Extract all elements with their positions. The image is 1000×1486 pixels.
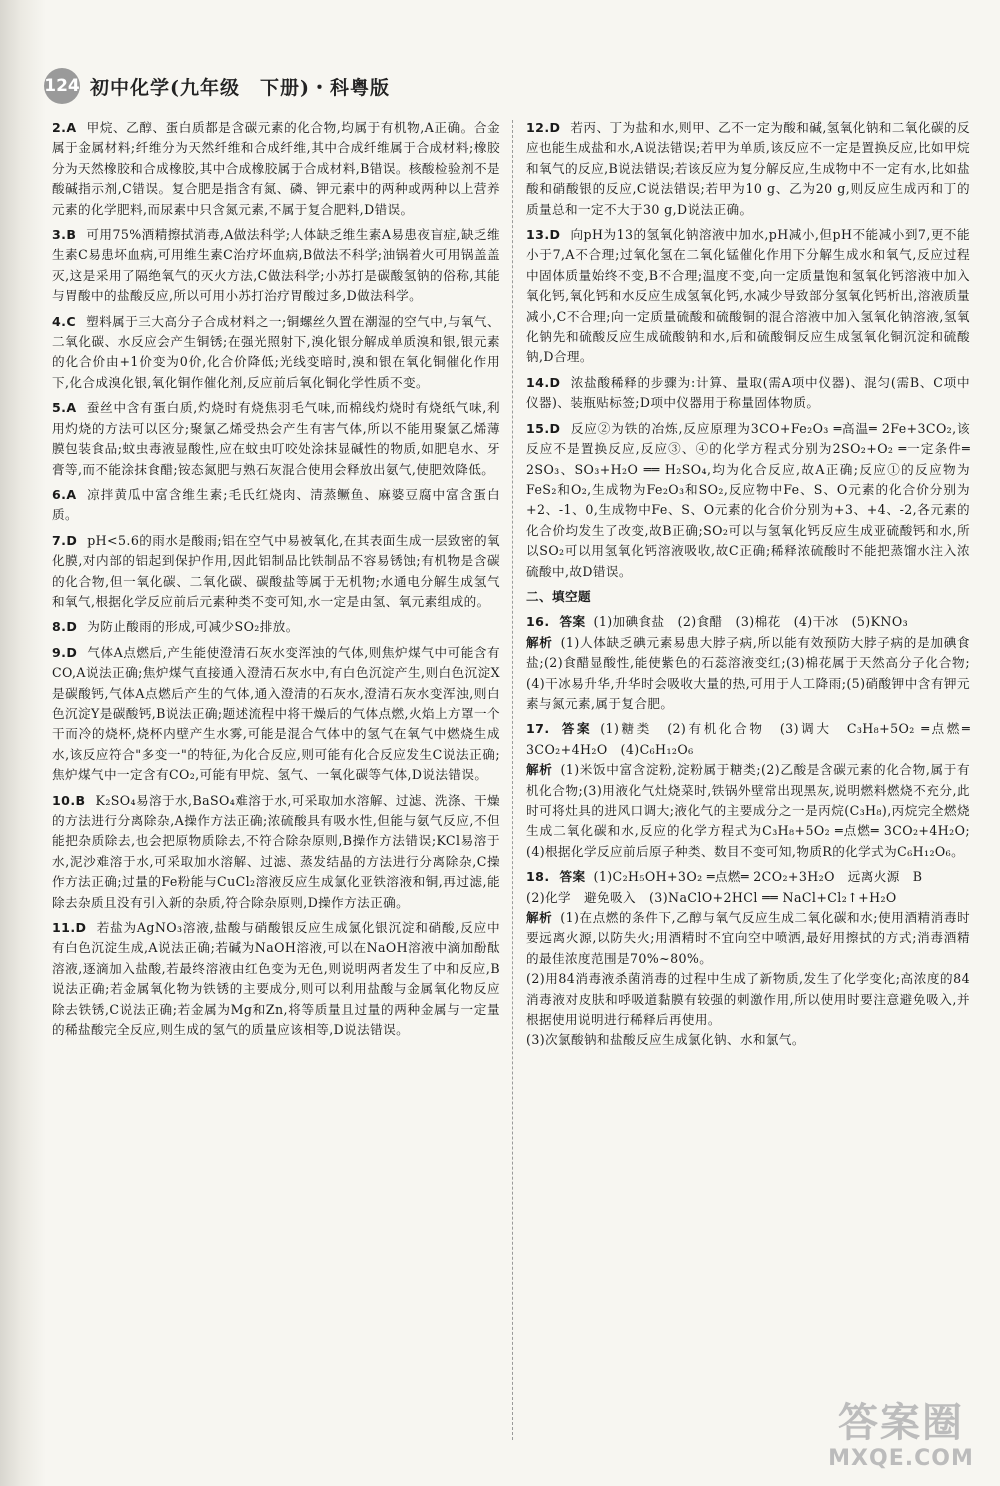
item-number: 12.D [526, 120, 561, 135]
answer-item-4 [52, 312, 500, 394]
book-title: 初中化学(九年级 下册)・科粤版 [90, 76, 390, 99]
answer-line [526, 719, 970, 760]
analysis-line-2: (2)用84消毒液杀菌消毒的过程中生成了新物质,发生了化学变化;高浓度的84消毒液对皮肤和呼吸道黏膜有较强的刺激作用,所以使用时要注意避免吸入,并根据使用说明进行稀释后再使用。 [526, 971, 970, 1028]
analysis-line [526, 633, 970, 715]
answer-item-5 [52, 398, 500, 480]
answer-item-17 [526, 719, 970, 862]
book-spine-shadow [0, 0, 46, 1486]
answer-text: (1)加碘食盐 (2)食醋 (3)棉花 (4)干冰 (5)KNO₃ [593, 614, 909, 630]
item-number: 14.D [526, 374, 561, 390]
item-text: 蚕丝中含有蛋白质,灼烧时有烧焦羽毛气味,而棉线灼烧时有烧纸气味,利用灼烧的方法可以区分;聚氯乙烯受热会产生有害气体,所以不能用聚氯乙烯薄膜包装食品;蚊虫毒液显酸性,应在蚊虫叮咬处涂抹显碱性的物质,如肥皂水、牙膏等,而不能涂抹食醋;铵态氮肥与熟石灰混合使用会释放出氨气,使肥效降低。 [52, 400, 500, 477]
item-text: K₂SO₄易溶于水,BaSO₄难溶于水,可采取加水溶解、过滤、洗涤、干燥的方法进行分离除杂,A操作方法正确;浓硫酸具有吸水性,但能与氨气反应,不但能把杂质除去,也会把原物质除去,不符合除杂原则,B操作方法错误;KCl易溶于水,泥沙难溶于水,可采取加水溶解、过滤、蒸发结晶的方法进行分离除杂,C操作方法正确;过量的Fe粉能与CuCl₂溶液反应生成氯化亚铁溶液和铜,再过滤,能除去杂质且没有引入新的杂质,符合除杂原则,D操作方法正确。 [52, 792, 500, 910]
answer-text: (1)糖类 (2)有机化合物 (3)调大 C₃H₈+5O₂ ═点燃═ 3CO₂+4H₂O (4)C₆H₁₂O₆ [526, 721, 970, 757]
item-number: 6.A [52, 486, 77, 502]
right-column [526, 118, 970, 1418]
item-number: 10.B [52, 792, 86, 808]
item-text: 可用75%酒精擦拭消毒,A做法科学;人体缺乏维生素A易患夜盲症,缺乏维生素C易患坏血病,可用维生素C治疗坏血病,B做法不科学;油锅着火可用锅盖盖灭,这是采用了隔绝氧气的灭火方法,C做法科学;小苏打是碳酸氢钠的俗称,其能与胃酸中的盐酸反应,所以可用小苏打治疗胃酸过多,D做法科学。 [52, 227, 500, 304]
answer-item-2 [52, 118, 500, 220]
answer-line [526, 612, 970, 632]
analysis-text: (1)米饭中富含淀粉,淀粉属于糖类;(2)乙酸是含碳元素的化合物,属于有机化合物;(3)用液化气灶烧菜时,铁锅外壁常出现黑灰,说明燃料燃烧不充分,此时可将灶具的进风口调大;液化气的主要成分之一是丙烷(C₃H₈),丙烷完全燃烧生成二氧化碳和水,反应的化学方程式为C₃H₈+5O₂ ═点燃═ 3CO₂+4H₂O;(4)根据化学反应前后原子种类、数目不变可知,物质R的化学式为C₆H₁₂O₆。 [526, 762, 970, 859]
item-number: 17. [526, 721, 550, 737]
answer-item-16 [526, 612, 970, 714]
watermark-text: 答案圈 [838, 1400, 964, 1446]
answer-line [526, 867, 970, 887]
item-text: 为防止酸雨的形成,可减少SO₂排放。 [87, 619, 299, 635]
answer-item-6 [52, 485, 500, 526]
page-number-badge: 124 [44, 68, 80, 104]
item-text: 气体A点燃后,产生能使澄清石灰水变浑浊的气体,则焦炉煤气中可能含有CO,A说法正确;焦炉煤气直接通入澄清石灰水中,有白色沉淀产生,则白色沉淀X是碳酸钙,气体A点燃后产生的气体,通入澄清的石灰水,澄清石灰水变浑浊,则白色沉淀Y是碳酸钙,B说法正确;题述流程中将干燥后的气体点燃,火焰上方罩一个干而冷的烧杯,烧杯内壁产生水雾,可能是混合气体中的氢气在氧气中燃烧生成水,该反应符合"多变一"的特征,为化合反应,则可能有化合反应发生C说法正确;焦炉煤气中一定含有CO₂,可能有甲烷、氢气、一氧化碳等气体,D说法错误。 [52, 644, 500, 783]
analysis-line [526, 908, 970, 969]
answer-label: 答案 [559, 721, 593, 737]
item-text: 甲烷、乙醇、蛋白质都是含碳元素的化合物,均属于有机物,A正确。合金属于金属材料;纤维分为天然纤维和合成纤维,其中合成纤维属于合成材料;橡胶分为天然橡胶和合成橡胶,其中合成橡胶属于合成材料,B错误。核酸检验剂不是酸碱指示剂,C错误。复合肥是指含有氮、磷、钾元素中的两种或两种以上营养元素的化学肥料,而尿素中只含氮元素,不属于复合肥料,D错误。 [52, 120, 500, 217]
item-number: 9.D [52, 644, 78, 660]
item-number: 16. [526, 614, 550, 630]
answer-line-2: (2)化学 避免吸入 (3)NaClO+2HCl ══ NaCl+Cl₂↑+H₂O [526, 889, 897, 905]
answer-item-13 [526, 225, 970, 368]
answer-label: 答案 [559, 869, 586, 885]
item-text: 塑料属于三大高分子合成材料之一;铜螺丝久置在潮湿的空气中,与氧气、二氧化碳、水反应会产生铜锈;在强光照射下,溴化银分解成单质溴和银,银元素的化合价由+1价变为0价,化合价降低;光线变暗时,溴和银在氧化铜催化作用下,化合成溴化银,氧化铜作催化剂,反应前后氧化铜化学性质不变。 [52, 313, 500, 390]
item-number: 11.D [52, 920, 87, 936]
item-number: 13.D [526, 227, 561, 243]
item-text: 向pH为13的氢氧化钠溶液中加水,pH减小,但pH不能减小到7,更不能小于7,A不合理;过氧化氢在二氧化锰催化作用下分解生成水和氧气,反应过程中固体质量始终不变,B不合理;温度不变,向一定质量饱和氢氧化钙溶液中加入氧化钙,氧化钙和水反应生成氢氧化钙,水减少导致部分氢氧化钙析出,溶液质量减小,C不合理;向一定质量硫酸和硫酸铜的混合溶液中加入氢氧化钠溶液,氢氧化钠先和硫酸反应生成硫酸钠和水,后和硫酸铜反应生成氢氧化铜沉淀和硫酸钠,D合理。 [526, 227, 970, 365]
item-text: 凉拌黄瓜中富含维生素;毛氏红烧肉、清蒸鳜鱼、麻婆豆腐中富含蛋白质。 [52, 486, 500, 523]
analysis-text: (1)人体缺乏碘元素易患大脖子病,所以能有效预防大脖子病的是加碘食盐;(2)食醋显酸性,能使紫色的石蕊溶液变红;(3)棉花属于天然高分子化合物;(4)干冰易升华,升华时会吸收大量的热,可用于人工降雨;(5)硝酸钾中含有钾元素与氮元素,属于复合肥。 [526, 634, 970, 711]
item-number: 2.A [52, 120, 77, 135]
item-text: 若盐为AgNO₃溶液,盐酸与硝酸银反应生成氯化银沉淀和硝酸,反应中有白色沉淀生成,A说法正确;若碱为NaOH溶液,可以在NaOH溶液中滴加酚酞溶液,逐滴加入盐酸,若最终溶液由红色变为无色,则说明两者发生了中和反应,B说法正确;若金属氧化物为铁锈的主要成分,则可以利用盐酸与金属氧化物反应除去铁锈,C说法正确;若金属为Mg和Zn,将等质量且过量的两种金属与一定量的稀盐酸完全反应,则生成的氢气的质量应该相等,D说法错误。 [52, 920, 500, 1038]
section-title-fill-blank: 二、填空题 [526, 588, 591, 604]
page-header [44, 66, 564, 106]
left-column [52, 118, 500, 1453]
analysis-label: 解析 [526, 910, 553, 926]
analysis-label: 解析 [526, 634, 553, 650]
analysis-text: (1)在点燃的条件下,乙醇与氧气反应生成二氧化碳和水;使用酒精消毒时要远离火源,以防失火;用酒精时不宜向空中喷洒,最好用擦拭的方式;消毒酒精的最佳浓度范围是70%~80%。 [526, 910, 970, 966]
answer-item-14 [526, 373, 970, 414]
answer-item-3 [52, 225, 500, 307]
item-text: 浓盐酸稀释的步骤为:计算、量取(需A项中仪器)、混匀(需B、C项中仪器)、装瓶贴标签;D项中仪器用于称量固体物质。 [526, 374, 970, 411]
analysis-line [526, 760, 970, 862]
answer-item-12 [526, 118, 970, 220]
item-number: 7.D [52, 532, 78, 548]
answer-item-11 [52, 918, 500, 1040]
item-number: 4.C [52, 313, 76, 329]
analysis-line-3: (3)次氯酸钠和盐酸反应生成氯化钠、水和氯气。 [526, 1032, 805, 1048]
answer-item-7 [52, 531, 500, 613]
answer-item-15 [526, 419, 970, 582]
answer-item-10 [52, 791, 500, 913]
item-text: pH<5.6的雨水是酸雨;铝在空气中易被氧化,在其表面生成一层致密的氧化膜,对内部的铝起到保护作用,因此铝制品比铁制品不容易锈蚀;有机物是含碳的化合物,但一氧化碳、二氧化碳、碳酸盐等属于无机物;水通电分解生成氢气和氧气,根据化学反应前后元素种类不变可知,水一定是由氢、氧元素组成的。 [52, 532, 500, 609]
column-divider [512, 120, 513, 1440]
watermark-url: MXQE.COM [828, 1446, 974, 1471]
item-number: 5.A [52, 400, 77, 416]
answer-label: 答案 [559, 614, 586, 630]
item-number: 18. [526, 869, 550, 885]
analysis-label: 解析 [526, 762, 553, 778]
answer-text: (1)C₂H₅OH+3O₂ ═点燃═ 2CO₂+3H₂O 远离火源 B [593, 869, 923, 885]
watermark-logo [812, 1400, 990, 1480]
item-text: 反应②为铁的冶炼,反应原理为3CO+Fe₂O₃ ═高温═ 2Fe+3CO₂,该反应不是置换反应,反应③、④的化学方程式分别为2SO₂+O₂ ═一定条件═ 2SO₃、SO₃+H₂O ══ H₂SO₄,均为化合反应,故A正确;反应①的反应物为FeS₂和O₂,生成物为Fe₂O₃和SO₂,反应物中Fe、S、O元素的化合价分别为+2、-1、0,生成物中Fe、S、O元素的化合价分别为+3、+4、-2,各元素的化合价均发生了改变,故B正确;SO₂可以与氢氧化钙反应生成亚硫酸钙和水,所以SO₂可以用氢氧化钙溶液吸收,故C正确;稀释浓硫酸时不能把蒸馏水注入浓硫酸中,故D错误。 [526, 420, 970, 579]
item-text: 若丙、丁为盐和水,则甲、乙不一定为酸和碱,氢氧化钠和二氧化碳的反应也能生成盐和水,A说法错误;若甲为单质,该反应不一定是置换反应,比如甲烷和氧气的反应,B说法错误;若该反应为复分解反应,生成物中不一定有水,比如盐酸和硝酸银的反应,C说法错误;若甲为10 g、乙为20 g,则反应生成丙和丁的质量总和一定不大于30 g,D说法正确。 [526, 120, 970, 217]
answer-item-8 [52, 617, 500, 637]
answer-item-9 [52, 643, 500, 786]
item-number: 3.B [52, 227, 77, 243]
item-number: 8.D [52, 619, 78, 635]
item-number: 15.D [526, 420, 561, 436]
answer-item-18 [526, 867, 970, 1051]
